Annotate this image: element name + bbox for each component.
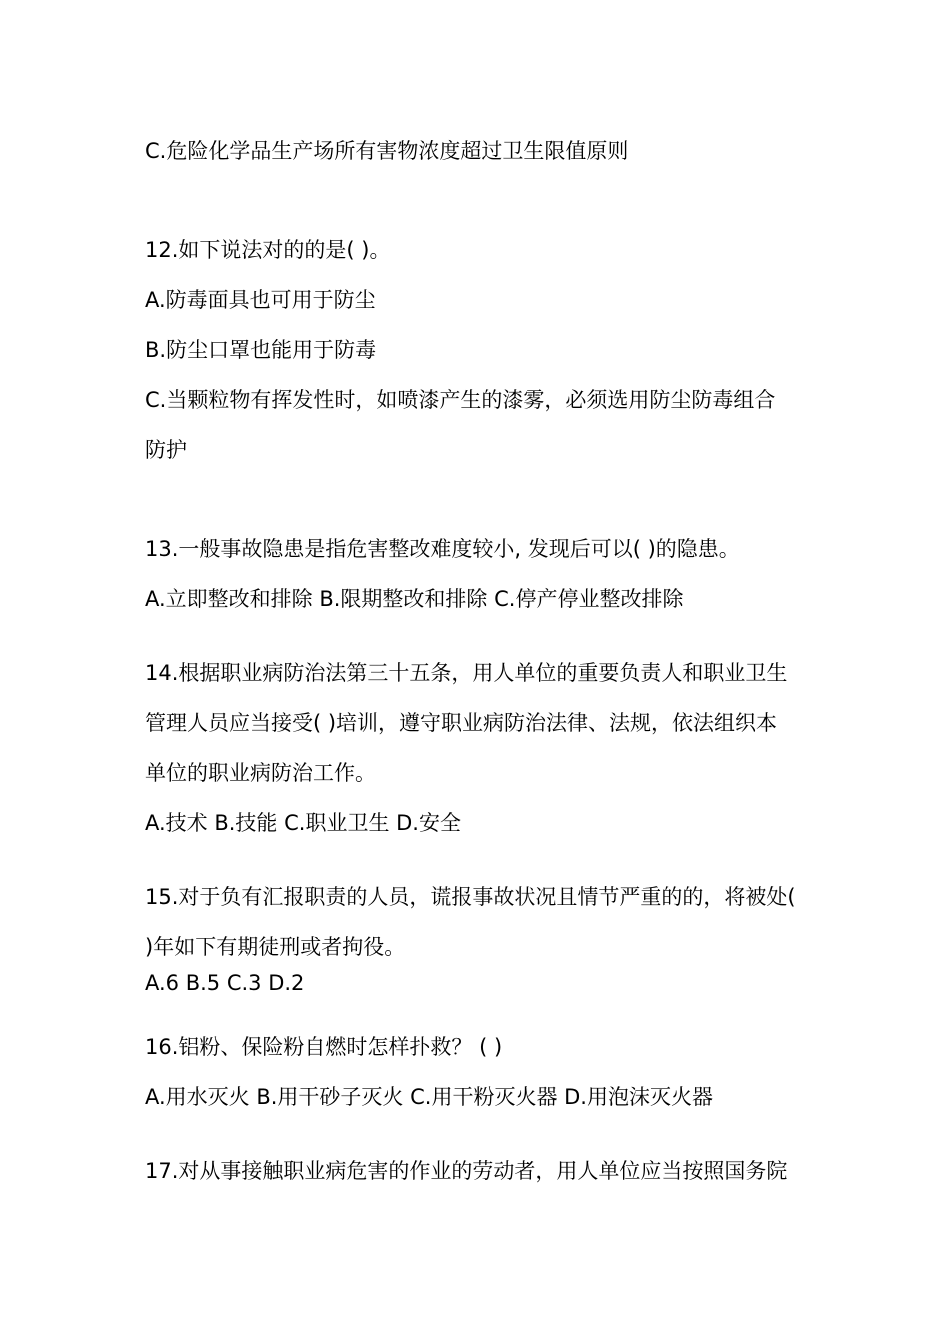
question-13-options: A.立即整改和排除 B.限期整改和排除 C.停产停业整改排除 bbox=[145, 587, 684, 611]
question-16-options: A.用水灭火 B.用干砂子灭火 C.用干粉灭火器 D.用泡沫灭火器 bbox=[145, 1085, 713, 1109]
question-15-line2: )年如下有期徒刑或者拘役。 bbox=[145, 935, 406, 959]
question-12-option-b: B.防尘口罩也能用于防毒 bbox=[145, 338, 377, 362]
question-12: 12.如下说法对的的是( )。 bbox=[145, 238, 391, 262]
question-12-option-c-line1: C.当颗粒物有挥发性时，如喷漆产生的漆雾，必须选用防尘防毒组合 bbox=[145, 388, 776, 412]
question-12-option-c-line2: 防护 bbox=[145, 438, 187, 462]
question-15-line1: 15.对于负有汇报职责的人员，谎报事故状况且情节严重的的，将被处( bbox=[145, 885, 796, 909]
question-15-options: A.6 B.5 C.3 D.2 bbox=[145, 971, 305, 995]
question-12-option-a: A.防毒面具也可用于防尘 bbox=[145, 288, 376, 312]
option-c-line: C.危险化学品生产场所有害物浓度超过卫生限值原则 bbox=[145, 139, 629, 163]
question-14-options: A.技术 B.技能 C.职业卫生 D.安全 bbox=[145, 811, 461, 835]
question-14-line1: 14.根据职业病防治法第三十五条，用人单位的重要负责人和职业卫生 bbox=[145, 661, 788, 685]
question-17: 17.对从事接触职业病危害的作业的劳动者，用人单位应当按照国务院 bbox=[145, 1159, 788, 1183]
question-14-line2: 管理人员应当接受( )培训，遵守职业病防治法律、法规，依法组织本 bbox=[145, 711, 778, 735]
question-16: 16.铝粉、保险粉自燃时怎样扑救？ ( ) bbox=[145, 1035, 503, 1059]
question-13: 13.一般事故隐患是指危害整改难度较小, 发现后可以( )的隐患。 bbox=[145, 537, 740, 561]
question-14-line3: 单位的职业病防治工作。 bbox=[145, 761, 376, 785]
